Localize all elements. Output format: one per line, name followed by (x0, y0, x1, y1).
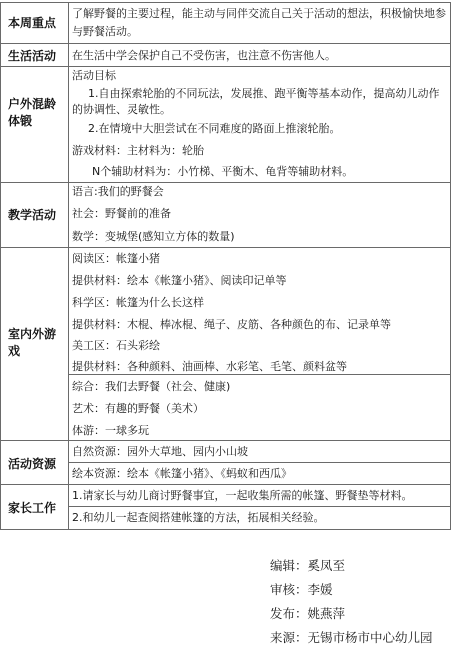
teaching-item: 社会：野餐前的准备 (72, 207, 171, 220)
focus-text: 了解野餐的主要过程，能主动与同伴交流自己关于活动的想法，积极愉快地参与野餐活动。 (72, 7, 446, 38)
resources-item: 自然资源：园外大草地、园内小山坡 (72, 445, 248, 458)
subrow-divider (68, 462, 451, 463)
indoor-item: 体游：一球多玩 (72, 424, 149, 437)
outdoor-material-main: 游戏材料：主材料为：轮胎 (72, 144, 204, 157)
subrow-divider (68, 506, 451, 507)
row-label-family: 家长工作 (8, 501, 57, 515)
resources-item: 绘本资源：绘本《帐篷小猪》、《蚂蚁和西瓜》 (72, 467, 292, 480)
indoor-item: 阅读区：帐篷小猪 (72, 252, 160, 265)
credit-reviewer: 审核：李媛 (270, 582, 333, 597)
row-label-resources: 活动资源 (8, 457, 57, 471)
life-text: 在生活中学会保护自己不受伤害，也注意不伤害他人。 (72, 49, 336, 62)
indoor-item: 提供材料：木棍、棒冰棍、绳子、皮筋、各种颜色的布、记录单等 (72, 318, 391, 331)
indoor-item: 科学区：帐篷为什么长这样 (72, 296, 204, 309)
indoor-item: 提供材料：各种颜料、油画棒、水彩笔、毛笔、颜料盆等 (72, 360, 347, 373)
table-border (0, 2, 1, 530)
column-divider (68, 2, 69, 530)
credit-editor: 编辑：奚凤至 (270, 558, 346, 573)
credit-source: 来源：无锡市杨市中心幼儿园 (270, 630, 433, 645)
indoor-item: 提供材料：绘本《帐篷小猪》、阅读印记单等 (72, 274, 287, 287)
row-label-life: 生活活动 (8, 49, 57, 63)
outdoor-goal-1: 1.自由探索轮胎的不同玩法，发展推、跑平衡等基本动作，提高幼儿动作的协调性、灵敏性。 (72, 87, 440, 116)
outdoor-material-aux: N个辅助材料为：小竹梯、平衡木、龟背等辅助材料。 (92, 165, 354, 178)
indoor-item: 综合：我们去野餐（社会、健康) (72, 380, 231, 393)
row-label-outdoor: 户外混龄体锻 (8, 97, 57, 128)
family-item: 2.和幼儿一起查阅搭建帐篷的方法，拓展相关经验。 (72, 511, 325, 524)
credit-publisher: 发布：姚燕萍 (270, 606, 346, 621)
row-label-indoor: 室内外游戏 (8, 327, 57, 358)
teaching-item: 语言:我们的野餐会 (72, 185, 164, 198)
teaching-item: 数学：变城堡(感知立方体的数量) (72, 230, 235, 243)
indoor-item: 美工区：石头彩绘 (72, 339, 160, 352)
family-item: 1.请家长与幼儿商讨野餐事宜，一起收集所需的帐篷、野餐垫等材料。 (72, 489, 413, 502)
indoor-item: 艺术：有趣的野餐（美术） (72, 402, 204, 415)
outdoor-goal-title: 活动目标 (72, 69, 116, 82)
subrow-divider (68, 374, 451, 375)
outdoor-goal-2: 2.在情境中大胆尝试在不同难度的路面上推滚轮胎。 (88, 122, 341, 135)
row-label-teaching: 教学活动 (8, 208, 57, 222)
row-label-focus: 本周重点 (8, 16, 57, 30)
